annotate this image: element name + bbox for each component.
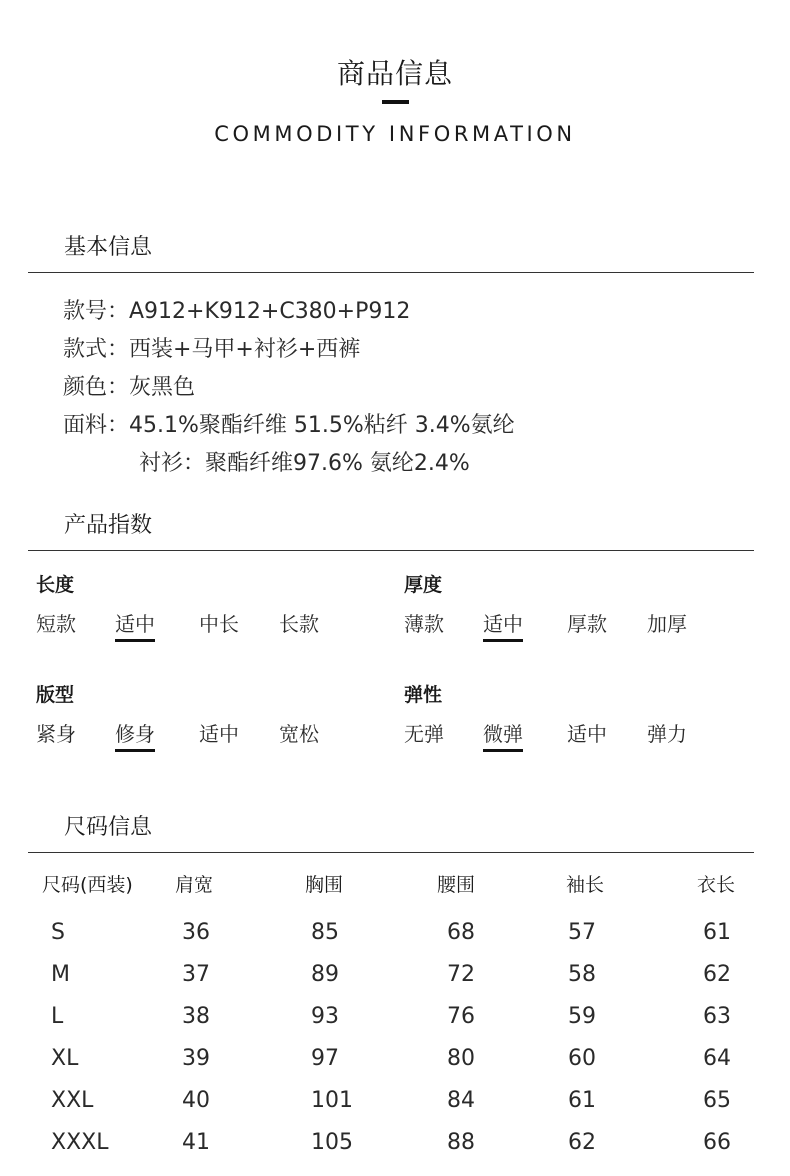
size-value-cell: 68: [447, 920, 475, 945]
basic-info-divider: [28, 272, 754, 273]
index-option-selected: 修身: [115, 718, 155, 752]
index-option: 厚款: [567, 612, 607, 636]
size-value-cell: 63: [703, 1004, 731, 1029]
index-option-selected: 微弹: [483, 718, 523, 752]
title-underline: [382, 100, 409, 104]
index-option: 无弹: [404, 722, 444, 746]
size-value-cell: 89: [311, 962, 339, 987]
page-title: 商品信息: [336, 57, 453, 90]
size-value-cell: 40: [182, 1088, 210, 1113]
size-value-cell: 36: [182, 920, 210, 945]
index-option: 适中: [199, 722, 239, 746]
index-option: 适中: [567, 722, 607, 746]
size-label-cell: XL: [51, 1046, 79, 1071]
index-category-label: 弹性: [404, 684, 443, 706]
size-value-cell: 62: [568, 1130, 596, 1155]
size-column-header: 衣长: [697, 874, 736, 896]
size-value-cell: 85: [311, 920, 339, 945]
size-value-cell: 37: [182, 962, 210, 987]
size-value-cell: 65: [703, 1088, 731, 1113]
index-option: 紧身: [36, 722, 76, 746]
fabric-line: 面料：45.1%聚酯纤维 51.5%粘纤 3.4%氨纶: [63, 413, 515, 438]
size-column-header: 肩宽: [175, 874, 214, 896]
size-value-cell: 84: [447, 1088, 475, 1113]
index-option-selected: 适中: [115, 608, 155, 642]
size-label-cell: XXXL: [51, 1130, 109, 1155]
size-column-header: 袖长: [566, 874, 605, 896]
style-number-line: 款号：A912+K912+C380+P912: [63, 299, 411, 324]
product-index-divider: [28, 550, 754, 551]
size-value-cell: 38: [182, 1004, 210, 1029]
index-option-selected: 适中: [483, 608, 523, 642]
size-value-cell: 64: [703, 1046, 731, 1071]
style-type-line: 款式：西装+马甲+衬衫+西裤: [63, 337, 361, 362]
index-option: 宽松: [279, 722, 319, 746]
size-value-cell: 66: [703, 1130, 731, 1155]
index-option: 短款: [36, 612, 76, 636]
size-value-cell: 88: [447, 1130, 475, 1155]
size-info-divider: [28, 852, 754, 853]
index-option: 薄款: [404, 612, 444, 636]
color-line: 颜色：灰黑色: [63, 375, 196, 400]
shirt-fabric-line: 衬衫：聚酯纤维97.6% 氨纶2.4%: [139, 451, 470, 476]
size-label-cell: XXL: [51, 1088, 94, 1113]
size-value-cell: 58: [568, 962, 596, 987]
size-value-cell: 93: [311, 1004, 339, 1029]
index-category-label: 版型: [36, 684, 75, 706]
page-subtitle: COMMODITY INFORMATION: [214, 122, 576, 146]
size-value-cell: 61: [703, 920, 731, 945]
size-value-cell: 62: [703, 962, 731, 987]
size-value-cell: 39: [182, 1046, 210, 1071]
size-value-cell: 101: [311, 1088, 353, 1113]
index-category-label: 长度: [36, 574, 75, 596]
size-column-header: 胸围: [305, 874, 344, 896]
size-value-cell: 61: [568, 1088, 596, 1113]
size-value-cell: 97: [311, 1046, 339, 1071]
size-value-cell: 57: [568, 920, 596, 945]
index-option: 加厚: [647, 612, 687, 636]
size-value-cell: 60: [568, 1046, 596, 1071]
size-label-cell: M: [51, 962, 70, 987]
size-label-cell: L: [51, 1004, 64, 1029]
basic-info-heading: 基本信息: [64, 235, 153, 260]
size-value-cell: 80: [447, 1046, 475, 1071]
index-category-label: 厚度: [404, 574, 443, 596]
index-option: 中长: [199, 612, 239, 636]
size-info-heading: 尺码信息: [64, 815, 153, 840]
size-label-cell: S: [51, 920, 65, 945]
index-option: 长款: [279, 612, 319, 636]
size-value-cell: 72: [447, 962, 475, 987]
size-value-cell: 59: [568, 1004, 596, 1029]
size-column-header: 腰围: [437, 874, 476, 896]
size-value-cell: 76: [447, 1004, 475, 1029]
index-option: 弹力: [647, 722, 687, 746]
size-column-header: 尺码(西装): [42, 874, 133, 896]
size-value-cell: 41: [182, 1130, 210, 1155]
size-value-cell: 105: [311, 1130, 353, 1155]
product-index-heading: 产品指数: [64, 513, 153, 538]
